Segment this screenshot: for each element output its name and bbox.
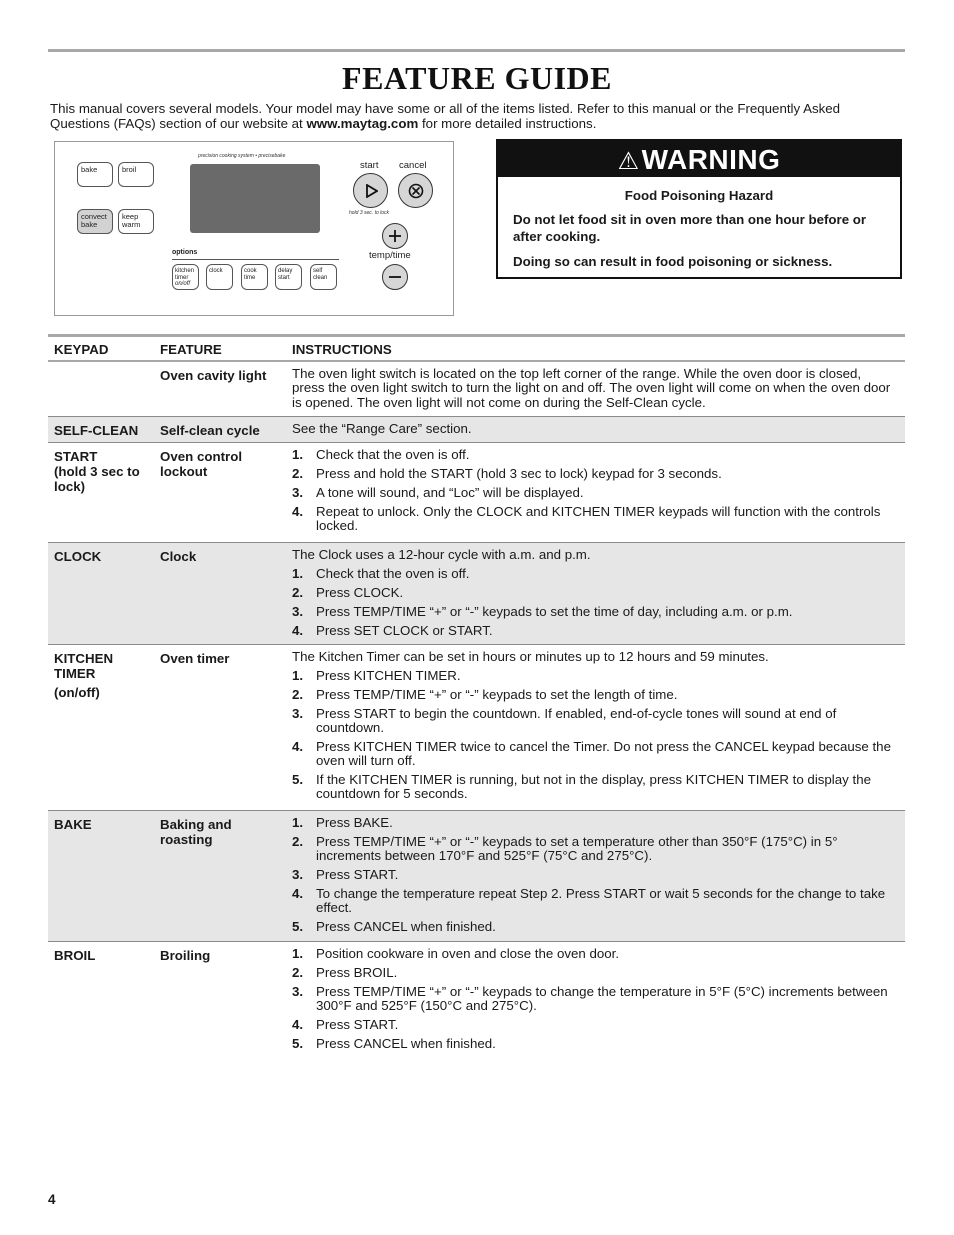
step-number: 4. — [292, 503, 304, 519]
kitchen-timer-key-sublabel: on/off — [175, 281, 191, 287]
broil-key: broil — [118, 162, 154, 187]
table-row — [48, 645, 905, 811]
step-text: Position cookware in oven and close the oven door. — [316, 946, 620, 961]
warning-box — [496, 139, 902, 279]
feature-name: Clock — [160, 549, 197, 564]
step-number: 5. — [292, 919, 304, 935]
cancel-label: cancel — [399, 160, 427, 171]
cancel-button-illustration — [398, 173, 433, 208]
step-number: 2. — [292, 833, 304, 849]
step-text: Press TEMP/TIME “+” or “-” keypads to set the length of time. — [316, 686, 678, 702]
keypad-cell — [54, 651, 154, 700]
instruction-step — [292, 688, 896, 702]
warning-triangle-icon: ⚠ — [617, 148, 640, 175]
instruction-step — [292, 669, 896, 683]
step-number: 4. — [292, 622, 304, 638]
instructions-cell — [292, 650, 896, 806]
step-number: 1. — [292, 815, 304, 830]
step-number: 3. — [292, 705, 304, 721]
keypad-cell — [54, 449, 154, 494]
step-number: 5. — [292, 772, 304, 788]
step-text: Press SET CLOCK or START. — [316, 622, 493, 638]
display-screen — [190, 164, 320, 233]
instruction-lead: The Kitchen Timer can be set in hours or minutes up to 12 hours and 59 minutes. — [292, 649, 769, 664]
instruction-step — [292, 887, 896, 916]
plus-icon — [388, 229, 402, 243]
step-number: 4. — [292, 738, 304, 754]
warning-hazard: Food Poisoning Hazard — [624, 188, 774, 203]
step-number: 3. — [292, 484, 304, 500]
header-instructions: INSTRUCTIONS — [292, 342, 392, 357]
instruction-step — [292, 773, 896, 802]
step-number: 5. — [292, 1035, 304, 1051]
kitchen-timer-key-label: kitchen timer — [175, 268, 195, 281]
feature-name: Oven control lockout — [160, 449, 243, 479]
instruction-step — [292, 835, 896, 864]
screen-caption: precision cooking system • precisebake — [198, 153, 286, 159]
instructions-cell — [292, 947, 896, 1056]
warning-line-2: Doing so can result in food poisoning or sickness. — [513, 254, 833, 269]
start-button-illustration — [353, 173, 388, 208]
instructions-cell — [292, 422, 896, 441]
clock-key: clock — [206, 264, 233, 290]
step-number: 3. — [292, 983, 304, 999]
instruction-step — [292, 1018, 896, 1032]
step-text: Press CLOCK. — [316, 584, 404, 600]
feature-name: Oven timer — [160, 651, 230, 666]
feature-name: Oven cavity light — [160, 368, 267, 383]
step-text: Press START to begin the countdown. If enabled, end-of-cycle tones will sound at end of countdown. — [316, 705, 837, 735]
instructions-cell — [292, 816, 896, 939]
website-link[interactable]: www.maytag.com — [306, 115, 419, 131]
instruction-step — [292, 624, 896, 638]
feature-name: Self-clean cycle — [160, 423, 260, 438]
warning-heading: WARNING — [641, 144, 781, 175]
instruction-step — [292, 448, 896, 462]
instruction-step — [292, 740, 896, 769]
instruction-step — [292, 605, 896, 619]
table-row — [48, 417, 905, 443]
step-text: Check that the oven is off. — [316, 565, 470, 581]
instruction-step — [292, 505, 896, 534]
keypad-name: CLOCK — [54, 549, 102, 564]
step-text: Press TEMP/TIME “+” or “-” keypads to change the temperature in 5°F (5°C) increments between 300°F and 525°F (150°C and 275°C). — [316, 983, 888, 1014]
step-text: Press KITCHEN TIMER twice to cancel the Timer. Do not press the CANCEL keypad because the oven will turn off. — [316, 738, 891, 769]
step-text: Check that the oven is off. — [316, 447, 470, 462]
instruction-step — [292, 966, 896, 980]
step-text: Repeat to unlock. Only the CLOCK and KITCHEN TIMER keypads will function with the controls locked. — [316, 503, 881, 533]
step-text: Press CANCEL when finished. — [316, 919, 496, 935]
step-text: Press TEMP/TIME “+” or “-” keypads to set a temperature other than 350°F (175°C) in 5° increments between 170°F and 525°F (75°C and 275°C). — [316, 833, 838, 864]
table-row — [48, 543, 905, 645]
cancel-x-icon — [408, 183, 424, 199]
step-text: Press and hold the START (hold 3 sec to lock) keypad for 3 seconds. — [316, 465, 722, 481]
step-number: 1. — [292, 946, 304, 961]
minus-icon — [388, 270, 402, 284]
convect-bake-key: convect bake — [77, 209, 113, 234]
keypad-cell — [54, 423, 154, 438]
step-number: 2. — [292, 964, 304, 980]
step-text: Press KITCHEN TIMER. — [316, 667, 461, 683]
instructions-cell — [292, 548, 896, 642]
step-text: A tone will sound, and “Loc” will be displayed. — [316, 484, 584, 500]
step-number: 3. — [292, 603, 304, 619]
step-number: 2. — [292, 465, 304, 481]
feature-name: Baking and roasting — [160, 817, 232, 847]
self-clean-key: self clean — [310, 264, 337, 290]
hold-to-lock-note: hold 3 sec. to lock — [349, 210, 390, 216]
instructions-cell — [292, 448, 896, 538]
instruction-lead: The oven light switch is located on the top left corner of the range. While the oven door is closed, press the oven light switch to turn the light on and off. The oven light will come on when the oven door is opened. The oven light will not come on during the Self-Clean cycle. — [292, 366, 891, 410]
instruction-step — [292, 947, 896, 961]
table-row — [48, 362, 905, 417]
start-label: start — [360, 160, 379, 171]
step-text: If the KITCHEN TIMER is running, but not in the display, press KITCHEN TIMER to display the countdown for 5 seconds. — [316, 772, 871, 802]
step-text: Press CANCEL when finished. — [316, 1035, 496, 1051]
keypad-subname: (on/off) — [54, 685, 100, 700]
instruction-step — [292, 486, 896, 500]
step-text: Press BAKE. — [316, 815, 393, 830]
step-text: Press BROIL. — [316, 964, 398, 980]
instruction-step — [292, 985, 896, 1014]
keep-warm-key: keep warm — [118, 209, 154, 234]
options-divider — [172, 259, 339, 260]
step-number: 4. — [292, 885, 304, 901]
delay-start-key: delay start — [275, 264, 302, 290]
step-number: 1. — [292, 565, 304, 581]
instruction-step — [292, 586, 896, 600]
step-text: To change the temperature repeat Step 2. Press START or wait 5 seconds for the change to take effect. — [316, 885, 886, 916]
instruction-lead: See the “Range Care” section. — [292, 421, 472, 436]
instruction-lead: The Clock uses a 12-hour cycle with a.m. and p.m. — [292, 547, 591, 562]
top-rule — [48, 49, 905, 52]
step-number: 3. — [292, 867, 304, 883]
keypad-cell — [54, 549, 154, 564]
table-row — [48, 811, 905, 942]
instruction-step — [292, 816, 896, 830]
kitchen-timer-key — [172, 264, 199, 290]
keypad-name: SELF-CLEAN — [54, 423, 139, 438]
intro-text — [50, 102, 900, 131]
bake-key: bake — [77, 162, 113, 187]
header-feature: FEATURE — [160, 342, 222, 357]
instruction-step — [292, 567, 896, 581]
step-number: 2. — [292, 686, 304, 702]
intro-text-end: for more detailed instructions. — [418, 115, 597, 131]
page-title: FEATURE GUIDE — [342, 60, 612, 96]
keypad-cell — [54, 817, 154, 832]
keypad-name: BROIL — [54, 948, 96, 963]
step-text: Press START. — [316, 867, 399, 883]
feature-name: Broiling — [160, 948, 211, 963]
keypad-name: START (hold 3 sec to lock) — [54, 449, 140, 494]
page-number: 4 — [48, 1192, 56, 1207]
step-text: Press TEMP/TIME “+” or “-” keypads to set the time of day, including a.m. or p.m. — [316, 603, 793, 619]
instructions-cell — [292, 367, 896, 414]
cook-time-key: cook time — [241, 264, 268, 290]
instruction-step — [292, 707, 896, 736]
temp-time-plus-illustration — [382, 223, 408, 249]
table-row — [48, 443, 905, 543]
play-icon — [364, 184, 378, 198]
step-number: 2. — [292, 584, 304, 600]
step-text: Press START. — [316, 1016, 399, 1032]
warning-header — [498, 141, 900, 177]
table-row — [48, 942, 905, 1060]
warning-line-1: Do not let food sit in oven more than one hour before or after cooking. — [513, 212, 867, 244]
temp-time-label: temp/time — [369, 250, 411, 261]
instruction-step — [292, 1037, 896, 1051]
step-number: 1. — [292, 667, 304, 683]
keypad-name: KITCHEN TIMER — [54, 651, 114, 681]
keypad-cell — [54, 948, 154, 963]
options-label: options — [172, 249, 198, 256]
header-keypad: KEYPAD — [54, 342, 109, 357]
step-number: 4. — [292, 1016, 304, 1032]
instruction-step — [292, 920, 896, 934]
instruction-step — [292, 467, 896, 481]
intro-text-start: This manual covers several models. Your model may have some or all of the items listed. Refer to this manual or the Frequently Asked Questions (FAQs) section of our website at — [50, 101, 841, 131]
instruction-step — [292, 868, 896, 882]
temp-time-minus-illustration — [382, 264, 408, 290]
table-header — [48, 334, 905, 362]
control-panel-illustration — [54, 141, 454, 316]
step-number: 1. — [292, 447, 304, 462]
keypad-name: BAKE — [54, 817, 92, 832]
